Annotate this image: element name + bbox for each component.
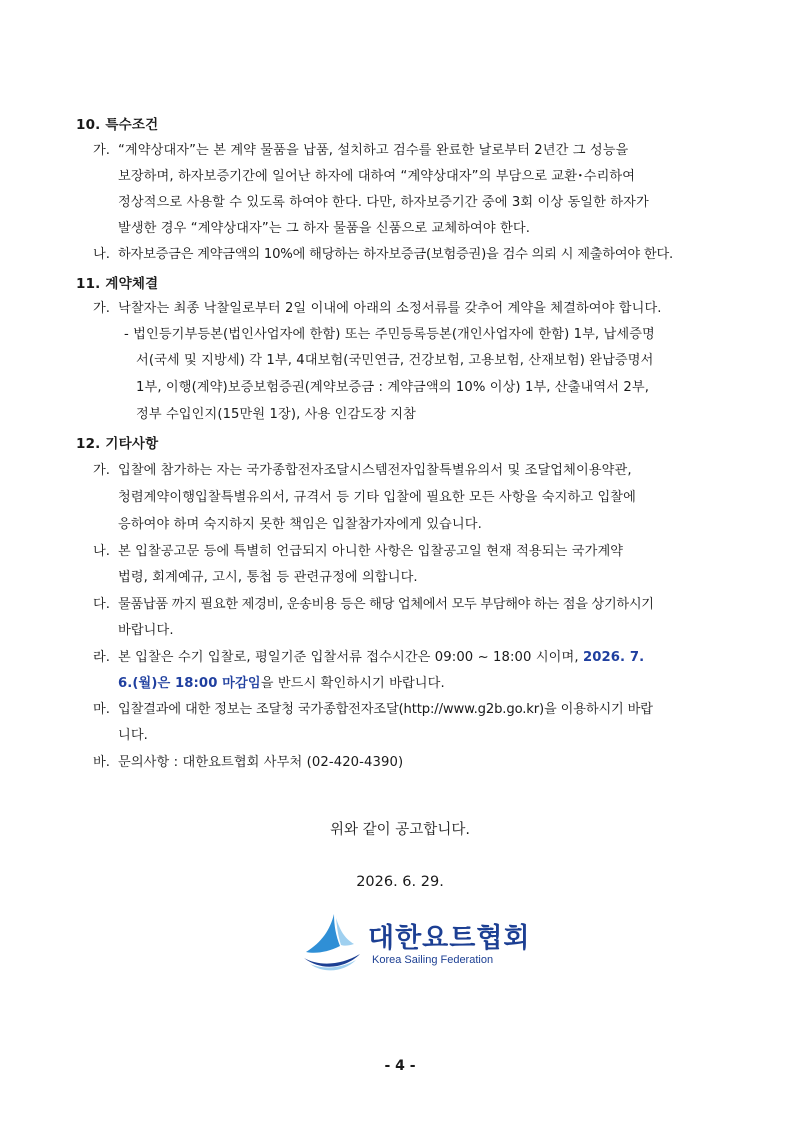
deadline-confirm-text: 을 반드시 확인하시기 바랍니다. [260,676,445,691]
closing-statement: 위와 같이 공고합니다. [330,822,470,838]
section-12-item-ra-line-2 [118,672,445,691]
announcement-date: 2026. 6. 29. [356,874,444,890]
section-12-item-na-label: 나. [93,544,110,559]
section-10-item-na-line-1: 하자보증금은 계약금액의 10%에 해당하는 하자보증금(보험증권)을 검수 의뢰 시 제출하여야 한다. [118,247,674,262]
section-12-item-ma-label: 마. [93,702,110,717]
section-12-item-ga-line-3: 응하여야 하며 숙지하지 못한 책임은 입찰참가자에게 있습니다. [118,517,482,532]
section-11-documents-line-1: - 법인등기부등본(법인사업자에 한함) 또는 주민등록등본(개인사업자에 한함) 1부, 납세증명 [124,327,655,342]
section-12-item-na-line-1: 본 입찰공고문 등에 특별히 언급되지 아니한 사항은 입찰공고일 현재 적용되는 국가계약 [118,544,624,559]
section-11-documents-line-2: 서(국세 및 지방세) 각 1부, 4대보험(국민연금, 건강보험, 고용보험, 산재보험) 완납증명서 [136,353,654,368]
section-11-documents-line-4: 정부 수입인지(15만원 1장), 사용 인감도장 지참 [136,407,416,422]
deadline-date-highlight-1: 2026. 7. [582,650,645,665]
logo-name-korean: 대한요트협회 [368,923,531,954]
korea-sailing-federation-logo [300,912,531,974]
section-12-item-ga-line-2: 청렴계약이행입찰특별유의서, 규격서 등 기타 입찰에 필요한 모든 사항을 숙지하고 입찰에 [118,490,636,505]
section-10-item-na-label: 나. [93,247,110,262]
section-10-title: 10. 특수조건 [76,117,159,133]
deadline-date-highlight-2: 6.(월)은 18:00 마감임 [118,676,261,691]
section-12-item-da-line-1: 물품납품 까지 필요한 제경비, 운송비용 등은 해당 업체에서 모두 부담해야 하는 점을 상기하시기 [118,597,654,612]
section-10-item-ga-line-4: 발생한 경우 “계약상대자”는 그 하자 물품을 신품으로 교체하여야 한다. [118,221,530,236]
section-12-item-da-label: 다. [93,597,110,612]
submission-hours-text: 본 입찰은 수기 입찰로, 평일기준 입찰서류 접수시간은 09:00 ~ 18:00 시이며, [118,650,583,665]
section-11-title: 11. 계약체결 [76,276,159,292]
section-10-item-ga-label: 가. [93,143,110,158]
section-12-item-ma-line-1: 입찰결과에 대한 정보는 조달청 국가종합전자조달(http://www.g2b.go.kr)을 이용하시기 바랍 [118,702,653,717]
section-12-item-ga-label: 가. [93,463,110,478]
section-11-item-ga-line-1: 낙찰자는 최종 낙찰일로부터 2일 이내에 아래의 소정서류를 갖추어 계약을 체결하여야 합니다. [118,301,662,316]
section-10-item-ga-line-3: 정상적으로 사용할 수 있도록 하여야 한다. 다만, 하자보증기간 중에 3회 이상 동일한 하자가 [118,195,649,210]
section-12-item-da-line-2: 바랍니다. [118,623,174,638]
section-12-item-na-line-2: 법령, 회계예규, 고시, 통첩 등 관련규정에 의합니다. [118,570,418,585]
section-11-item-ga-label: 가. [93,301,110,316]
logo-name-english: Korea Sailing Federation [372,954,494,966]
section-10-item-ga-line-2: 보장하며, 하자보증기간에 일어난 하자에 대하여 “계약상대자”의 부담으로 교환･수리하여 [118,169,636,184]
section-10-item-ga-line-1: “계약상대자”는 본 계약 물품을 납품, 설치하고 검수를 완료한 날로부터 2년간 그 성능을 [118,143,629,158]
section-12-item-ga-line-1: 입찰에 참가하는 자는 국가종합전자조달시스템전자입찰특별유의서 및 조달업체이용약관, [118,463,632,478]
section-12-title: 12. 기타사항 [76,436,159,452]
page-number: - 4 - [384,1058,416,1074]
section-11-documents-line-3: 1부, 이행(계약)보증보험증권(계약보증금 : 계약금액의 10% 이상) 1부, 산출내역서 2부, [136,380,649,395]
sail-emblem-icon [300,912,364,974]
section-12-item-ra-line-1 [118,646,644,665]
section-12-item-ma-line-2: 니다. [118,728,148,743]
section-12-item-ba-label: 바. [93,755,110,770]
section-12-item-ra-label: 라. [93,650,110,665]
section-12-item-ba-line-1: 문의사항 : 대한요트협회 사무처 (02-420-4390) [118,755,404,770]
